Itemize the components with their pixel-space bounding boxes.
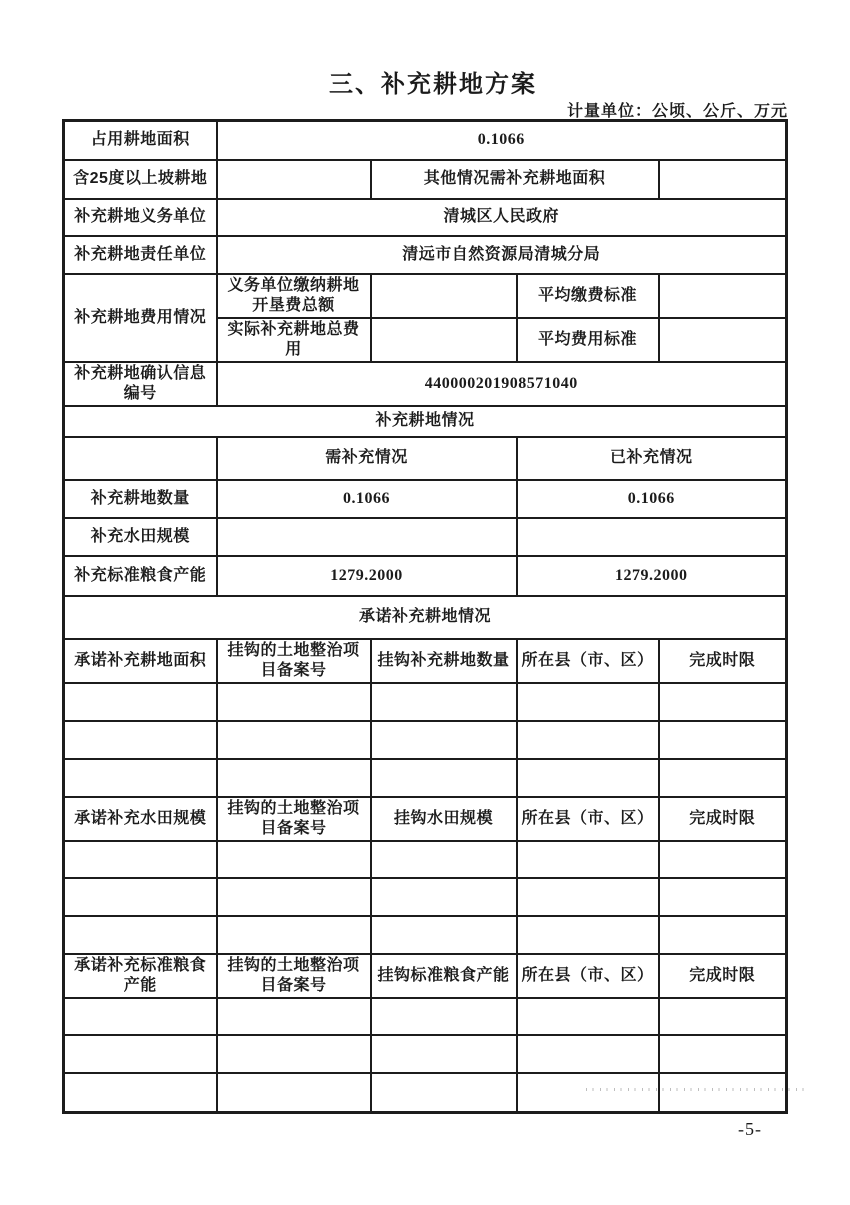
done-column-header: 已补充情况 [517, 437, 787, 480]
promise-area-project-id-header: 挂钩的土地整治项目备案号 [217, 639, 371, 683]
scan-artifact [586, 1088, 806, 1091]
empty-row [64, 759, 787, 797]
responsible-unit-value: 清远市自然资源局清城分局 [217, 236, 787, 274]
empty-row [64, 721, 787, 759]
table-row [64, 518, 787, 556]
occupied-area-label: 占用耕地面积 [64, 121, 217, 160]
empty-cell [64, 437, 217, 480]
empty-row [64, 916, 787, 954]
promise-paddy-county-header: 所在县（市、区） [517, 797, 659, 841]
section-header-row [64, 406, 787, 437]
responsible-unit-label: 补充耕地责任单位 [64, 236, 217, 274]
empty-cell [659, 721, 787, 759]
empty-row [64, 683, 787, 721]
supplement-section-header: 补充耕地情况 [64, 406, 787, 437]
empty-cell [64, 841, 217, 878]
empty-cell [371, 916, 517, 954]
supplement-grain-done: 1279.2000 [517, 556, 787, 596]
empty-cell [64, 1035, 217, 1073]
actual-cost-value [371, 318, 517, 362]
empty-cell [517, 916, 659, 954]
empty-cell [371, 721, 517, 759]
empty-cell [371, 683, 517, 721]
promise-group3-header-row [64, 954, 787, 998]
empty-cell [371, 998, 517, 1035]
supplement-paddy-label: 补充水田规模 [64, 518, 217, 556]
empty-row [64, 1073, 787, 1113]
empty-cell [64, 998, 217, 1035]
promise-paddy-deadline-header: 完成时限 [659, 797, 787, 841]
table-row [64, 236, 787, 274]
supplement-paddy-done [517, 518, 787, 556]
empty-cell [659, 1073, 787, 1113]
reclamation-fee-value [371, 274, 517, 318]
table-row [64, 362, 787, 406]
promise-group1-header-row [64, 639, 787, 683]
section-header-row [64, 596, 787, 639]
promise-grain-project-id-header: 挂钩的土地整治项目备案号 [217, 954, 371, 998]
table-row [64, 199, 787, 236]
unit-note: 计量单位：公顷、公斤、万元 [566, 103, 788, 120]
empty-cell [217, 1035, 371, 1073]
table-row [64, 121, 787, 160]
obligation-unit-label: 补充耕地义务单位 [64, 199, 217, 236]
avg-payment-standard-value [659, 274, 787, 318]
other-area-value [659, 160, 787, 199]
avg-payment-standard-label: 平均缴费标准 [517, 274, 659, 318]
table-row [64, 556, 787, 596]
promise-area-label: 承诺补充耕地面积 [64, 639, 217, 683]
empty-cell [659, 1035, 787, 1073]
table-row [64, 160, 787, 199]
promise-paddy-label: 承诺补充水田规模 [64, 797, 217, 841]
empty-cell [659, 759, 787, 797]
supplementary-cultivated-land-table [62, 119, 788, 1114]
promise-grain-label: 承诺补充标准粮食产能 [64, 954, 217, 998]
promise-paddy-scale-header: 挂钩水田规模 [371, 797, 517, 841]
slope25-value [217, 160, 371, 199]
promise-grain-deadline-header: 完成时限 [659, 954, 787, 998]
reclamation-fee-label: 义务单位缴纳耕地开垦费总额 [217, 274, 371, 318]
empty-cell [659, 841, 787, 878]
promise-area-deadline-header: 完成时限 [659, 639, 787, 683]
need-column-header: 需补充情况 [217, 437, 517, 480]
page-number: -5- [738, 1119, 762, 1139]
supplement-grain-label: 补充标准粮食产能 [64, 556, 217, 596]
table-row [64, 437, 787, 480]
empty-cell [217, 878, 371, 916]
empty-cell [517, 683, 659, 721]
promise-area-county-header: 所在县（市、区） [517, 639, 659, 683]
table-row [64, 274, 787, 318]
supplement-paddy-need [217, 518, 517, 556]
empty-cell [659, 916, 787, 954]
promise-area-quantity-header: 挂钩补充耕地数量 [371, 639, 517, 683]
empty-cell [517, 759, 659, 797]
supplement-quantity-label: 补充耕地数量 [64, 480, 217, 518]
empty-cell [517, 998, 659, 1035]
empty-cell [517, 1035, 659, 1073]
promise-grain-capacity-header: 挂钩标准粮食产能 [371, 954, 517, 998]
empty-cell [371, 1073, 517, 1113]
empty-cell [64, 1073, 217, 1113]
table-row [64, 480, 787, 518]
promise-grain-county-header: 所在县（市、区） [517, 954, 659, 998]
empty-cell [64, 721, 217, 759]
empty-cell [517, 721, 659, 759]
supplement-quantity-done: 0.1066 [517, 480, 787, 518]
empty-cell [517, 878, 659, 916]
empty-cell [64, 759, 217, 797]
promise-section-header: 承诺补充耕地情况 [64, 596, 787, 639]
empty-cell [217, 1073, 371, 1113]
empty-row [64, 1035, 787, 1073]
obligation-unit-value: 清城区人民政府 [217, 199, 787, 236]
empty-cell [517, 841, 659, 878]
page-title: 三、补充耕地方案 [329, 71, 537, 98]
promise-group2-header-row [64, 797, 787, 841]
slope25-label: 含25度以上坡耕地 [64, 160, 217, 199]
empty-cell [64, 683, 217, 721]
supplement-quantity-need: 0.1066 [217, 480, 517, 518]
avg-cost-standard-label: 平均费用标准 [517, 318, 659, 362]
empty-cell [217, 998, 371, 1035]
empty-cell [659, 998, 787, 1035]
empty-cell [64, 878, 217, 916]
avg-cost-standard-value [659, 318, 787, 362]
empty-row [64, 841, 787, 878]
empty-cell [371, 841, 517, 878]
empty-cell [64, 916, 217, 954]
empty-cell [371, 759, 517, 797]
empty-cell [217, 759, 371, 797]
actual-cost-label: 实际补充耕地总费用 [217, 318, 371, 362]
cost-section-label: 补充耕地费用情况 [64, 274, 217, 362]
promise-paddy-project-id-header: 挂钩的土地整治项目备案号 [217, 797, 371, 841]
empty-cell [217, 721, 371, 759]
supplement-grain-need: 1279.2000 [217, 556, 517, 596]
empty-row [64, 998, 787, 1035]
empty-row [64, 878, 787, 916]
confirmation-id-value: 440000201908571040 [217, 362, 787, 406]
empty-cell [217, 683, 371, 721]
empty-cell [659, 878, 787, 916]
empty-cell [517, 1073, 659, 1113]
occupied-area-value: 0.1066 [217, 121, 787, 160]
empty-cell [659, 683, 787, 721]
empty-cell [217, 916, 371, 954]
empty-cell [371, 1035, 517, 1073]
confirmation-id-label: 补充耕地确认信息编号 [64, 362, 217, 406]
empty-cell [371, 878, 517, 916]
empty-cell [217, 841, 371, 878]
other-area-label: 其他情况需补充耕地面积 [371, 160, 659, 199]
